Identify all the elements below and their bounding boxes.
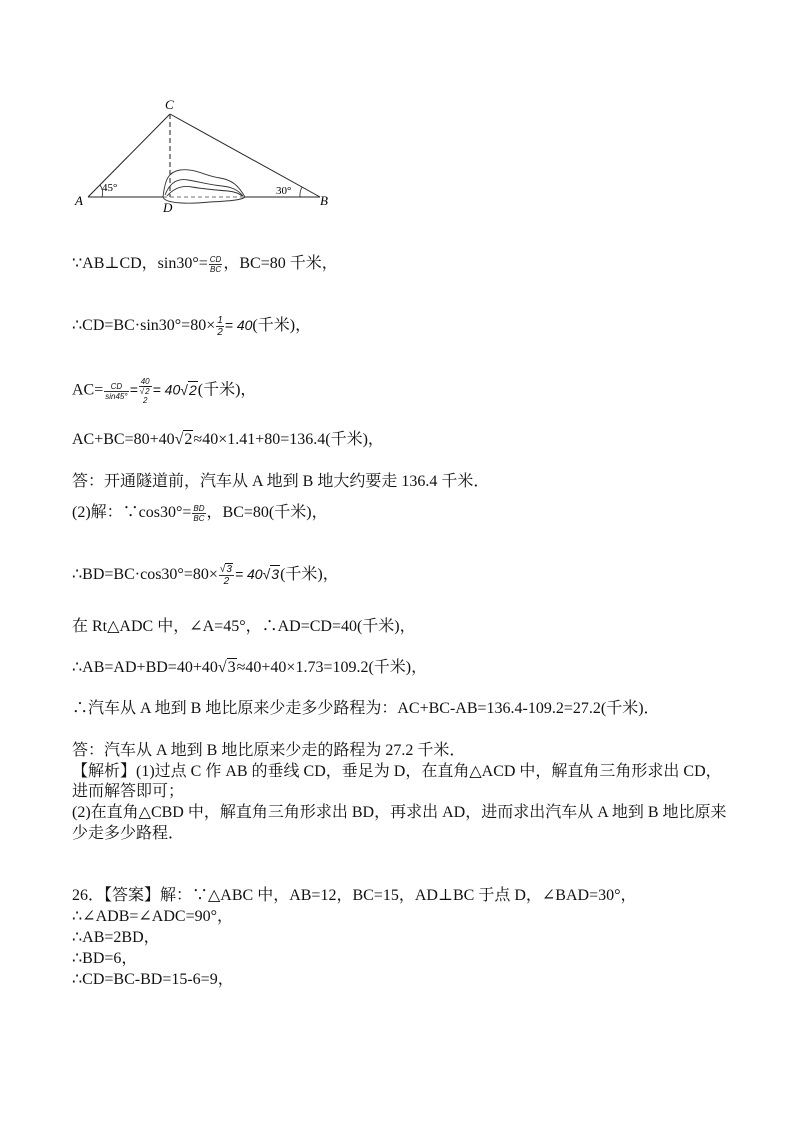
result: = 40	[234, 566, 263, 583]
result: = 40	[152, 381, 181, 398]
answer-1: 答：开通隧道前，汽车从 A 地到 B 地大约要走 136.4 千米．	[72, 473, 490, 490]
triangle-figure	[70, 90, 340, 220]
q26-answer: 26．【答案】解：∵△ABC 中，AB=12，BC=15，AD⊥BC 于点 D，∠BAD=30°，	[72, 887, 637, 904]
numerator: CD	[209, 254, 222, 264]
sqrt: √2	[174, 431, 193, 448]
step-4	[72, 430, 384, 450]
text: ∵AB⊥CD，sin30°=	[72, 255, 208, 272]
text: (千米)，	[252, 317, 312, 335]
equals: =	[129, 381, 138, 398]
fraction	[104, 382, 128, 401]
numerator	[219, 564, 234, 576]
text: ≈40×1.41+80=136.4(千米)，	[193, 431, 384, 448]
q26-step-2: ∴AB=2BD，	[72, 929, 160, 946]
numerator: 1	[217, 315, 223, 326]
step-7	[72, 564, 339, 587]
q26-step-1: ∴∠ADB=∠ADC=90°，	[72, 908, 234, 925]
text: (2)解：∵cos30°=	[72, 504, 192, 521]
denominator: 2	[217, 327, 223, 338]
sqrt: √3	[217, 659, 236, 676]
q26-step-3: ∴BD=6，	[72, 950, 138, 967]
sub-denominator: 2	[142, 396, 148, 405]
denominator: 2	[223, 576, 230, 587]
result: = 40	[224, 317, 253, 334]
step-6	[72, 503, 328, 523]
text: ∴AB=AD+BD=40+40	[72, 659, 218, 676]
radicand: 3	[227, 659, 236, 676]
analysis-1: 【解析】(1)过点 C 作 AB 的垂线 CD，垂足为 D，在直角△ACD 中，解直角三角形求出 CD，	[72, 763, 722, 780]
denominator: sin45°	[105, 391, 128, 401]
step-2	[72, 315, 311, 338]
numerator: 40	[140, 377, 150, 386]
fraction	[216, 315, 224, 338]
radicand: 2	[145, 387, 150, 396]
q26-step-4: ∴CD=BC-BD=15-6=9，	[72, 971, 234, 988]
answer-2: 答：汽车从 A 地到 B 地比原来少走的路程为 27.2 千米．	[72, 742, 466, 759]
text: AC=	[72, 381, 104, 399]
analysis-4: 少走多少路程．	[72, 825, 185, 842]
label-a: A	[75, 193, 83, 208]
text: ，BC=80(千米)，	[206, 504, 328, 521]
radicand: 2	[188, 381, 197, 398]
numerator: BD	[193, 503, 205, 513]
denominator: BC	[193, 513, 205, 523]
text: (千米)，	[280, 566, 339, 584]
sqrt: √3	[262, 566, 280, 583]
radicand: 3	[226, 564, 232, 575]
denominator: BC	[210, 264, 222, 274]
fraction	[209, 255, 223, 274]
text: AC+BC=80+40	[72, 431, 175, 448]
fraction	[192, 504, 205, 523]
sqrt: √3	[219, 564, 232, 575]
analysis-3: (2)在直角△CBD 中，解直角三角形求出 BD，再求出 AD，进而求出汽车从 A 地到 B 地比原来	[72, 804, 727, 821]
numerator: CD	[104, 382, 128, 392]
angle-b-label: 30°	[276, 185, 292, 197]
text: ∴BD=BC·cos30°=80×	[72, 566, 218, 584]
step-9	[72, 658, 427, 678]
step-3	[72, 377, 256, 405]
text: ∴CD=BC·sin30°=80×	[72, 317, 216, 335]
compound-fraction	[139, 377, 152, 405]
analysis-2: 进而解答即可；	[72, 783, 185, 800]
fraction	[219, 564, 234, 587]
label-d: D	[163, 200, 173, 215]
sqrt: √2	[139, 387, 150, 396]
label-b: B	[320, 193, 328, 208]
denominator	[139, 387, 152, 405]
text: ≈40+40×1.73=109.2(千米)，	[236, 659, 428, 676]
angle-a-label: 45°	[102, 182, 118, 194]
step-10: ∴汽车从 A 地到 B 地比原来少走多少路程为：AC+BC-AB=136.4-109.2=27.2(千米)．	[72, 700, 660, 717]
radicand: 3	[271, 566, 280, 583]
label-c: C	[165, 97, 174, 112]
sqrt: √2	[180, 381, 197, 398]
text: (千米)，	[197, 381, 257, 399]
step-8: 在 Rt△ADC 中，∠A=45°，∴AD=CD=40(千米)，	[72, 618, 416, 635]
text: ，BC=80 千米，	[223, 255, 338, 272]
radicand: 2	[184, 431, 193, 448]
step-1	[72, 254, 338, 274]
